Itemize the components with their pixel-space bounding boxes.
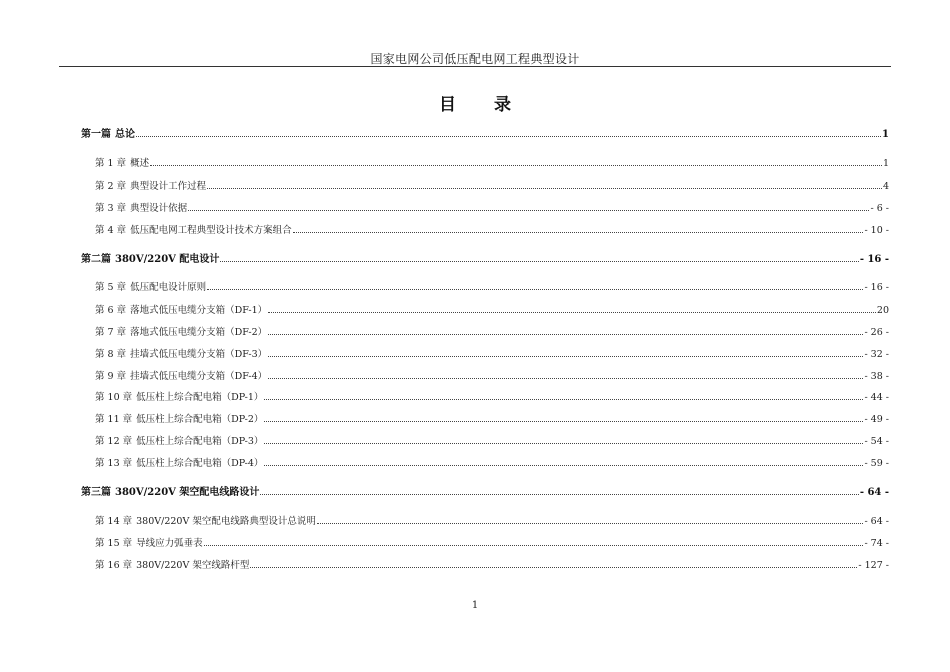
- toc-entry-page: - 59 -: [864, 458, 889, 469]
- toc-entry-heading: [81, 486, 259, 500]
- toc-entry-page: - 38 -: [864, 371, 889, 382]
- toc-entry-heading: [95, 281, 206, 295]
- toc-entry-heading: [81, 253, 219, 267]
- toc-entry-heading: [95, 435, 263, 449]
- toc-entry-number: 第 5 章: [95, 282, 127, 293]
- toc-entry-number: 第 7 章: [95, 327, 127, 338]
- toc-entry-heading: [95, 304, 267, 318]
- toc-chapter-entry[interactable]: [95, 391, 889, 405]
- toc-entry-heading: [81, 128, 135, 142]
- running-header: 国家电网公司低压配电网工程典型设计: [370, 52, 580, 66]
- toc-entry-number: 第 9 章: [95, 371, 127, 382]
- toc-chapter-entry[interactable]: [95, 435, 889, 449]
- toc-entry-page: 4: [882, 181, 889, 192]
- toc-chapter-entry[interactable]: [95, 370, 889, 384]
- toc-entry-title: 落地式低压电缆分支箱（DF-2）: [130, 327, 268, 338]
- toc-entry-number: 第 15 章: [95, 538, 133, 549]
- toc-entry-page: - 49 -: [864, 414, 889, 425]
- toc-entry-number: 第 4 章: [95, 225, 127, 236]
- toc-entry-title: 低压柱上综合配电箱（DP-1）: [136, 392, 264, 403]
- toc-chapter-entry[interactable]: [95, 413, 889, 427]
- toc-entry-heading: [95, 537, 203, 551]
- toc-entry-heading: [95, 370, 267, 384]
- toc-dot-leader: [204, 544, 864, 546]
- toc-entry-number: 第 11 章: [95, 414, 133, 425]
- toc-entry-page: - 16 -: [859, 254, 889, 265]
- toc-entry-page: - 44 -: [864, 392, 889, 403]
- toc-entry-page: - 6 -: [870, 203, 889, 214]
- toc-dot-leader: [268, 333, 863, 335]
- toc-dot-leader: [207, 187, 882, 189]
- toc-entry-page: 20: [876, 305, 889, 316]
- toc-dot-leader: [317, 522, 864, 524]
- toc-dot-leader: [250, 566, 857, 568]
- toc-entry-page: 1: [882, 129, 889, 140]
- toc-entry-number: 第 10 章: [95, 392, 133, 403]
- toc-dot-leader: [293, 231, 864, 233]
- toc-entry-number: 第 12 章: [95, 436, 133, 447]
- toc-dot-leader: [136, 135, 881, 137]
- toc-entry-heading: [95, 515, 316, 529]
- toc-entry-title: 低压配电网工程典型设计技术方案组合: [130, 225, 292, 236]
- toc-entry-number: 第 14 章: [95, 516, 133, 527]
- toc-chapter-entry[interactable]: [95, 559, 889, 573]
- toc-dot-leader: [150, 164, 882, 166]
- toc-entry-heading: [95, 157, 149, 171]
- toc-entry-title: 典型设计工作过程: [130, 181, 207, 192]
- toc-entry-title: 低压柱上综合配电箱（DP-3）: [136, 436, 264, 447]
- toc-entry-page: - 64 -: [864, 516, 889, 527]
- toc-entry-page: - 26 -: [864, 327, 889, 338]
- toc-entry-title: 总论: [115, 129, 135, 140]
- toc-entry-heading: [95, 348, 267, 362]
- toc-entry-title: 低压配电设计原则: [130, 282, 207, 293]
- toc-entry-heading: [95, 180, 206, 194]
- toc-entry-title: 挂墙式低压电缆分支箱（DF-4）: [130, 371, 268, 382]
- toc-dot-leader: [264, 420, 863, 422]
- toc-entry-number: 第 6 章: [95, 305, 127, 316]
- toc-entry-title: 概述: [130, 158, 150, 169]
- toc-part-entry[interactable]: [81, 486, 889, 500]
- toc-dot-leader: [264, 464, 863, 466]
- toc-dot-leader: [268, 311, 876, 313]
- toc-entry-title: 380V/220V 架空配电线路典型设计总说明: [136, 516, 316, 527]
- toc-part-entry[interactable]: [81, 128, 889, 142]
- toc-entry-page: 1: [882, 158, 889, 169]
- toc-chapter-entry[interactable]: [95, 537, 889, 551]
- toc-entry-heading: [95, 457, 263, 471]
- page-number: 1: [471, 600, 479, 611]
- toc-entry-title: 挂墙式低压电缆分支箱（DF-3）: [130, 349, 268, 360]
- toc-entry-number: 第 13 章: [95, 458, 133, 469]
- toc-chapter-entry[interactable]: [95, 304, 889, 318]
- toc-entry-heading: [95, 202, 187, 216]
- toc-dot-leader: [268, 355, 863, 357]
- toc-entry-heading: [95, 413, 263, 427]
- toc-entry-number: 第 16 章: [95, 560, 133, 571]
- toc-chapter-entry[interactable]: [95, 224, 889, 238]
- toc-entry-page: - 64 -: [859, 487, 889, 498]
- toc-dot-leader: [264, 398, 863, 400]
- toc-entry-number: 第一篇: [81, 129, 111, 140]
- toc-chapter-entry[interactable]: [95, 180, 889, 194]
- toc-entry-title: 低压柱上综合配电箱（DP-2）: [136, 414, 264, 425]
- toc-part-entry[interactable]: [81, 253, 889, 267]
- toc-entry-title: 380V/220V 配电设计: [115, 254, 220, 265]
- toc-dot-leader: [188, 209, 869, 211]
- toc-entry-number: 第 8 章: [95, 349, 127, 360]
- toc-entry-heading: [95, 391, 263, 405]
- toc-entry-page: - 74 -: [864, 538, 889, 549]
- toc-entry-page: - 32 -: [864, 349, 889, 360]
- toc-title: 目 录: [439, 95, 527, 115]
- toc-dot-leader: [264, 442, 863, 444]
- toc-dot-leader: [260, 493, 858, 495]
- toc-entry-heading: [95, 326, 267, 340]
- toc-chapter-entry[interactable]: [95, 515, 889, 529]
- toc-chapter-entry[interactable]: [95, 202, 889, 216]
- toc-entry-title: 导线应力弧垂表: [136, 538, 203, 549]
- toc-chapter-entry[interactable]: [95, 281, 889, 295]
- toc-entry-title: 典型设计依据: [130, 203, 188, 214]
- toc-entry-title: 380V/220V 架空线路杆型: [136, 560, 250, 571]
- toc-dot-leader: [220, 260, 858, 262]
- toc-chapter-entry[interactable]: [95, 157, 889, 171]
- toc-entry-number: 第三篇: [81, 487, 111, 498]
- toc-dot-leader: [207, 288, 863, 290]
- toc-entry-page: - 16 -: [864, 282, 889, 293]
- toc-entry-number: 第 1 章: [95, 158, 127, 169]
- toc-entry-page: - 127 -: [858, 560, 889, 571]
- toc-entry-number: 第 2 章: [95, 181, 127, 192]
- toc-entry-title: 低压柱上综合配电箱（DP-4）: [136, 458, 264, 469]
- toc-entry-heading: [95, 224, 292, 238]
- toc-entry-page: - 10 -: [864, 225, 889, 236]
- toc-entry-number: 第二篇: [81, 254, 111, 265]
- toc-entry-title: 380V/220V 架空配电线路设计: [115, 487, 260, 498]
- toc-entry-heading: [95, 559, 249, 573]
- toc-entry-title: 落地式低压电缆分支箱（DF-1）: [130, 305, 268, 316]
- toc-chapter-entry[interactable]: [95, 457, 889, 471]
- toc-entry-page: - 54 -: [864, 436, 889, 447]
- toc-dot-leader: [268, 377, 863, 379]
- toc-chapter-entry[interactable]: [95, 348, 889, 362]
- toc-chapter-entry[interactable]: [95, 326, 889, 340]
- toc-entry-number: 第 3 章: [95, 203, 127, 214]
